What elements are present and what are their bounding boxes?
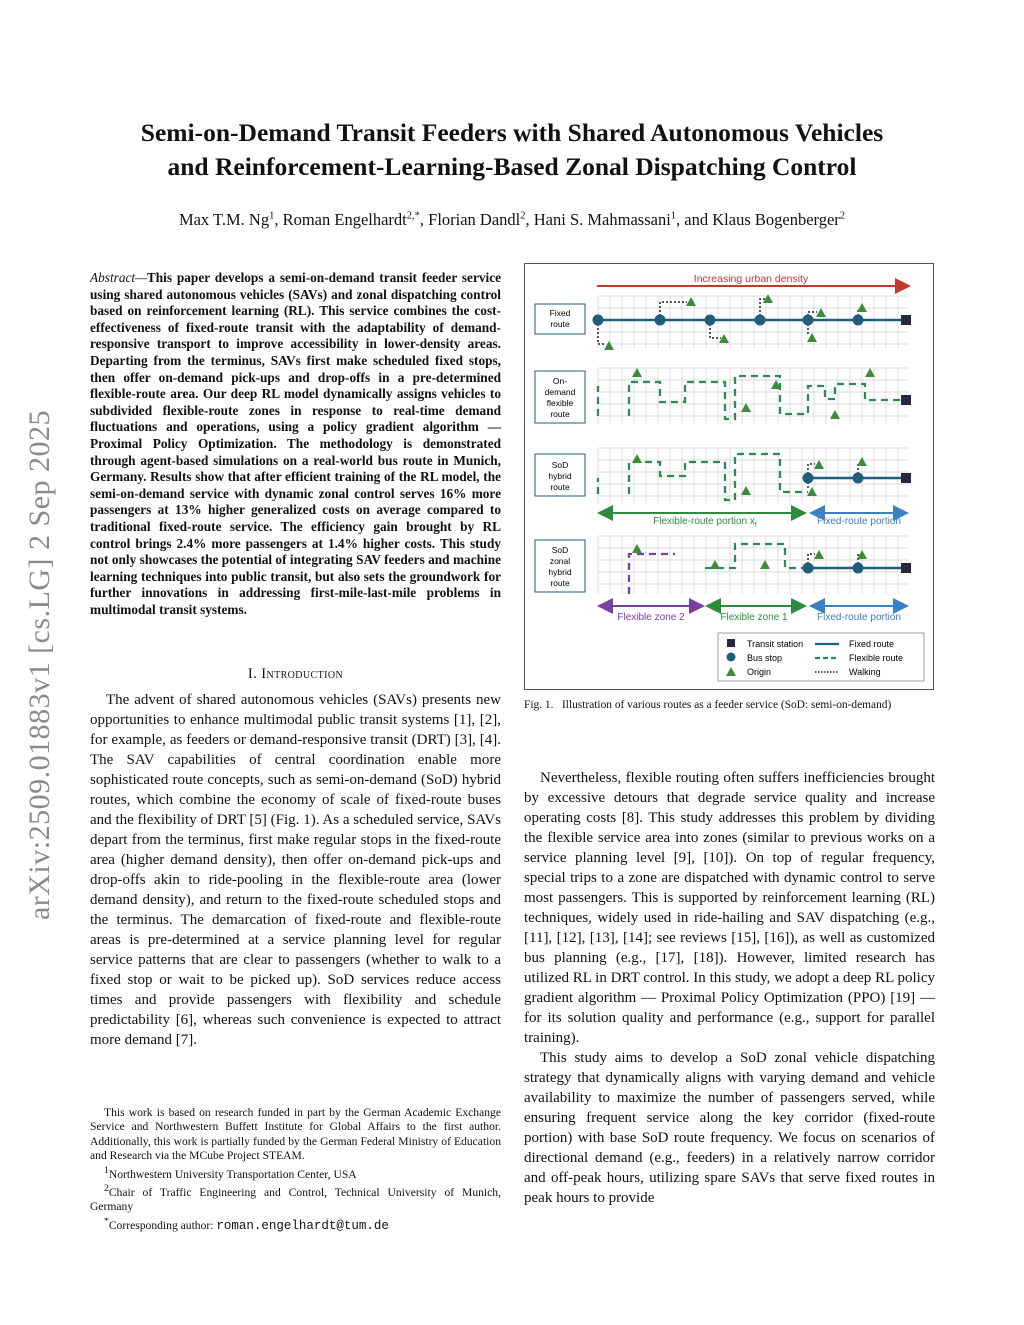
sod-zonal-row [629,544,911,594]
grid-lines [598,296,908,594]
author-1: Max T.M. Ng$^1$ [178,210,275,229]
svg-text:flexible: flexible [546,398,574,408]
svg-text:zonal: zonal [549,556,571,566]
intro-paragraph: The advent of shared autonomous vehicles (SAVs) presents new opportunities to enhance multimodal public transit systems [1], [2], for example, as feeders or demand-responsive transit (DRT) [3], [4]. The SAV capabilities of central coordination enable more sophisticated route concepts, such as semi-on-demand (SoD) hybrid routes, which combine the economy of scale of fixed-route buses and the flexibility of DRT [5] (Fig. 1). As a scheduled service, SAVs depart from the terminus, first make regular stops in the fixed-route area (higher demand density), then offer on-demand pick-ups and drop-offs akin to ride-pooling in the flexible-route area (lower demand density), and return to the fixed-route scheduled stops and the terminus. The demarcation of fixed-route and flexible-route areas is pre-determined at a service planning level for regular service patterns that are clear to passengers (whether to walk to a fixed stop or wait to be picked up). SoD services reduce access times and provide passengers with flexibility and schedule predictability [6], whereas such convenience is expected to attract more demand [7]. [90,692,501,1048]
row-label-sod-hybrid [535,454,585,496]
svg-text:Fixed: Fixed [549,308,571,318]
author-3: Florian Dandl$^2$ [428,210,526,229]
row-label-on-demand [535,371,585,423]
fixed-portion-label: Fixed-route portion [817,516,901,527]
svg-text:route: route [550,578,570,588]
svg-text:SoD: SoD [551,545,569,555]
title-line-2: and Reinforcement-Learning-Based Zonal Dispatching Control [167,152,857,181]
arxiv-watermark [14,380,66,950]
fixed-portion-label-2: Fixed-route portion [817,612,901,623]
legend-station-icon [727,639,735,647]
footnote-corresponding: *Corresponding author: roman.engelhardt@tum.de [104,1215,389,1233]
figure-legend [718,633,924,681]
svg-text:hybrid: hybrid [548,567,572,577]
author-4: Hani S. Mahmassani$^1$ [533,210,677,229]
footnote-funding: This work is based on research funded in part by the German Academic Exchange Service and Northwestern Buffett Institute for Global Affairs to the first author. Additionally, this work is partially funded by the German Federal Ministry of Education and Research via the MCube Project STEAM. [90,1106,501,1163]
footnotes [90,1106,501,1233]
svg-text:demand: demand [544,387,576,397]
author-2: Roman Engelhardt$^{2,*}$ [282,210,420,229]
arxiv-id: arXiv:2509.01883v1 [cs.LG] 2 Sep 2025 [23,409,56,921]
svg-text:route: route [550,482,570,492]
section-heading: I. Introduction [247,666,344,682]
zone1-label: Flexible zone 1 [720,612,788,623]
route-illustration [525,264,935,691]
flex-portion-label: Flexible-route portion $x_f$ [653,516,757,529]
svg-text:Walking: Walking [849,667,881,677]
footnote-2: $^2$Chair of Traffic Engineering and Control, Technical University of Munich, Germany [90,1182,501,1214]
intro-body [90,690,501,1050]
row-label-sod-zonal [535,540,585,592]
density-label: Increasing urban density [693,273,809,285]
footnote-1: $^1$Northwestern University Transportation Center, USA [104,1164,357,1181]
author-5: and Klaus Bogenberger$^2$ [684,210,846,229]
svg-text:Flexible route: Flexible route [849,653,904,663]
right-paragraph-1: Nevertheless, flexible routing often suffers inefficiencies brought by excessive detours that degrade service quality and increase operating costs [8]. This study addresses this problem by dividing the flexible service area into zones (similar to previous works on a service planning level [9], [10]). On top of regular frequency, special trips to a zone are dispatched with dynamic control to serve most passengers. This is supported by reinforcement learning (RL) techniques, widely used in ride-hailing and SAV dispatching (e.g., [11], [12], [13], [14]; see reviews [15], [16]), as well as customized bus planning (e.g., [17], [18]). However, limited research has utilized RL in DRT control. In this study, we adopt a deep RL policy gradient algorithm — Proximal Policy Optimization (PPO) [19] — for its solution quality and performance (e.g., support for parallel training). [524,770,935,1046]
right-paragraph-2: This study aims to develop a SoD zonal vehicle dispatching strategy that dynamically aligns with varying demand and vehicle availability to maximize the number of passengers served, while ensuring frequent service along the key corridor (fixed-route portion) with base SoD route frequency. We focus on scenarios of directional demand (e.g., feeders) in a relatively narrow corridor and off-peak hours, utilizing spare SAVs that serve fixed routes in peak hours to provide [524,1050,935,1206]
svg-text:Fixed route: Fixed route [849,639,895,649]
row-label-fixed [535,304,585,334]
svg-text:route: route [550,409,570,419]
caption-text: Illustration of various routes as a feeder service (SoD: semi-on-demand) [561,699,892,711]
section-title: Introduction [261,666,344,682]
caption-label: Fig. 1. [524,699,554,711]
svg-text:route: route [550,319,570,329]
fixed-route-row [593,294,912,350]
flexible-route-row [598,376,901,419]
flexible-row-markers [632,368,911,419]
zone2-label: Flexible zone 2 [617,612,685,623]
figure-caption [524,698,935,713]
svg-text:SoD: SoD [551,460,569,470]
abstract: Abstract—This paper develops a semi-on-demand transit feeder service using shared autonomous vehicles (SAVs) and zonal dispatching control based on reinforcement learning (RL). This service combines the cost-effectiveness of fixed-route transit with the adaptability of demand-responsive transport to improve accessibility in lower-density areas. Departing from the terminus, SAVs first make scheduled fixed stops, then offer on-demand pick-ups and drop-offs in a pre-determined flexible-route area. Our deep RL model dynamically assigns vehicles to subdivided flexible-route zones in response to real-time demand fluctuations and operations, using a policy gradient algorithm — Proximal Policy Optimization. The methodology is demonstrated through agent-based simulations on a real-world bus route in Munich, Germany. Results show that after efficient training of the RL model, the semi-on-demand service with dynamic zonal control serves 16% more passengers at 13% higher generalized costs on average compared to traditional fixed-route service. The efficiency gain brought by RL control brings 2.4% more passengers at 1.4% higher costs. This study not only showcases the potential of integrating SAV feeders and machine learning techniques into public transit, but also sets the groundwork for further innovations in addressing first-mile-last-mile problems in multimodal transit systems. [90,270,501,617]
svg-text:Origin: Origin [747,667,772,677]
svg-text:hybrid: hybrid [548,471,572,481]
right-column-body [524,768,935,1208]
figure-1 [524,263,934,690]
svg-text:Transit station: Transit station [747,639,804,649]
sod-hybrid-row [598,454,911,500]
svg-text:Bus stop: Bus stop [747,653,783,663]
legend-bus-stop-icon [727,653,736,662]
paper-title [90,116,934,184]
corresponding-email[interactable]: roman.engelhardt@tum.de [216,1218,389,1233]
abstract-label: Abstract [90,270,136,285]
title-line-1: Semi-on-Demand Transit Feeders with Shared Autonomous Vehicles [140,118,884,147]
svg-text:On-: On- [552,376,568,386]
author-list: Max T.M. Ng$^1$, Roman Engelhardt$^{2,*}$, Florian Dandl$^2$, Hani S. Mahmassani$^1$, and Klaus Bogenberger$^2$ [178,210,846,229]
abstract-text: This paper develops a semi-on-demand transit feeder service using shared autonomous vehicles (SAVs) and zonal dispatching control based on reinforcement learning (RL). This service combines the cost-effectiveness of fixed-route transit with the adaptability of demand-responsive transport to improve accessibility in lower-density areas. Departing from the terminus, SAVs first make scheduled fixed stops, then offer on-demand pick-ups and drop-offs in a pre-determined flexible-route area. Our deep RL model dynamically assigns vehicles to subdivided flexible-route zones in response to real-time demand fluctuations and operations, using a policy gradient algorithm — Proximal Policy Optimization. The methodology is demonstrated through agent-based simulations on a real-world bus route in Munich, Germany. Results show that after efficient training of the RL model, the semi-on-demand service with dynamic zonal control serves 16% more passengers at 13% higher generalized costs on average compared to traditional fixed-route service. The efficiency gain brought by RL control brings 2.4% more passengers at 1.4% higher costs. This study not only showcases the potential of integrating SAV feeders and machine learning techniques into public transit, but also sets the groundwork for further innovations in addressing first-mile-last-mile problems in multimodal transit systems. [90,270,501,617]
